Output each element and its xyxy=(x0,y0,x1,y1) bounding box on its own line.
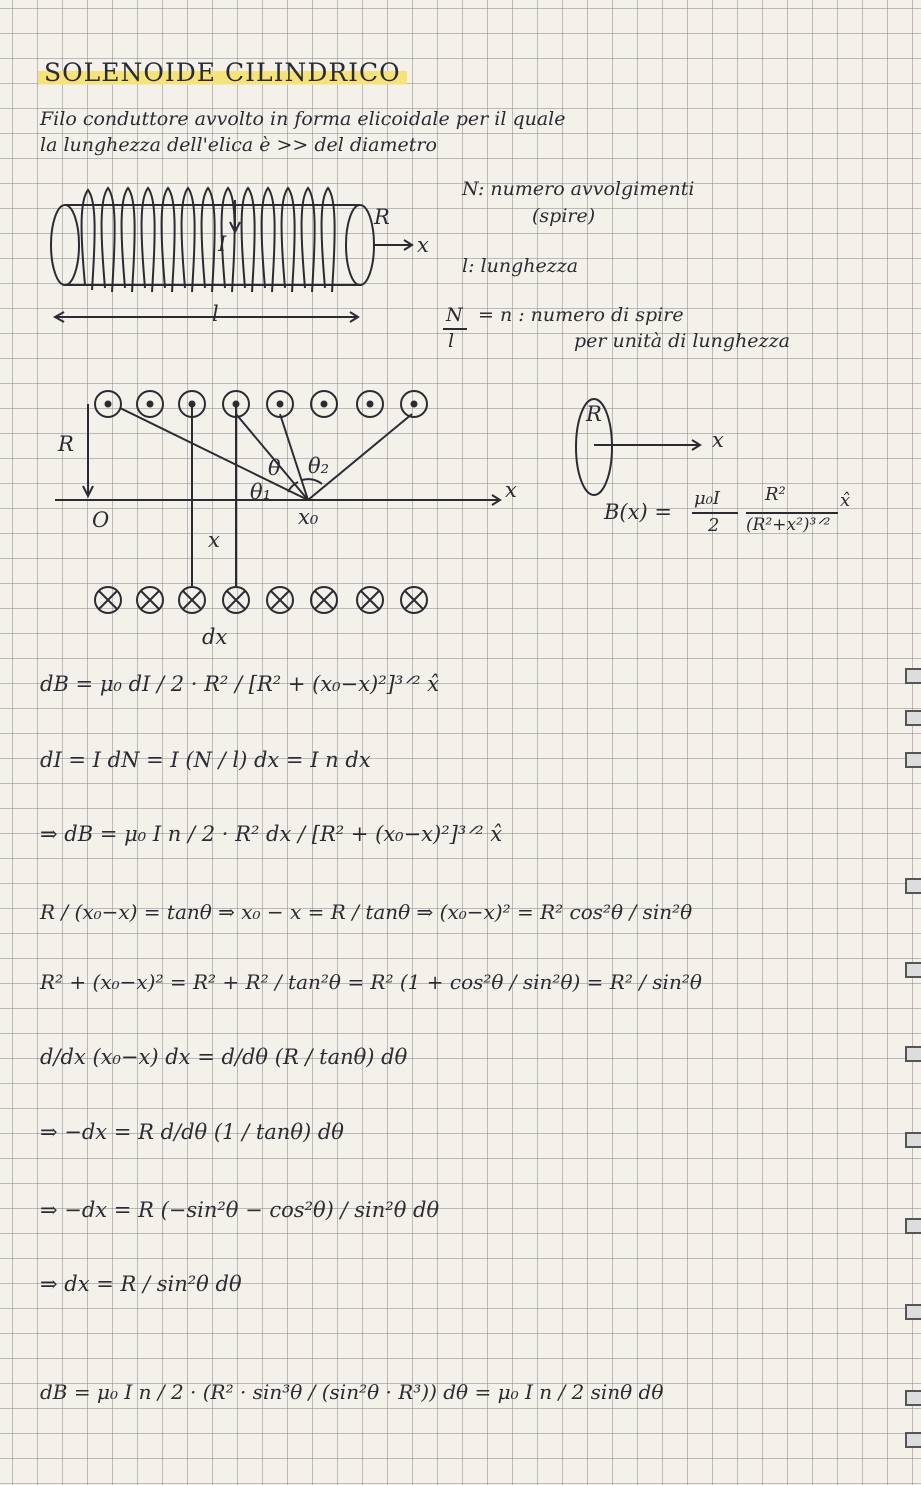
axis-label: x xyxy=(417,233,429,257)
binder-hole xyxy=(905,1390,921,1406)
cs-axis-label: x xyxy=(505,478,517,502)
page-title: SOLENOIDE CILINDRICO xyxy=(38,58,407,87)
binder-hole xyxy=(905,962,921,978)
cs-radius-label: R xyxy=(58,432,74,456)
binder-hole xyxy=(905,752,921,768)
equation-4: R / (x₀−x) = tanθ ⇒ x₀ − x = R / tanθ ⇒ (x₀−x)² = R² cos²θ / sin²θ xyxy=(40,900,693,924)
binder-hole xyxy=(905,1046,921,1062)
binder-hole xyxy=(905,710,921,726)
cs-x-label: x xyxy=(208,528,220,552)
equation-9: ⇒ dx = R / sin²θ dθ xyxy=(40,1272,242,1296)
cross-section-diagram xyxy=(40,380,540,640)
intro-line-1: Filo conduttore avvolto in forma elicoidale per il quale xyxy=(40,108,566,130)
loop-formula-left: B(x) = xyxy=(604,500,672,524)
binder-hole xyxy=(905,1304,921,1320)
equation-1: dB = μ₀ dI / 2 · R² / [R² + (x₀−x)²]³ᐟ² x̂ xyxy=(40,672,440,696)
binder-hole xyxy=(905,668,921,684)
def-n-rel-2: per unità di lunghezza xyxy=(574,330,790,352)
def-N: N: numero avvolgimenti xyxy=(462,178,695,200)
cs-theta-label: θ xyxy=(268,456,281,480)
loop-formula-num2: R² xyxy=(765,484,786,505)
loop-formula-den1: 2 xyxy=(708,515,720,536)
equation-7: ⇒ −dx = R d/dθ (1 / tanθ) dθ xyxy=(40,1120,344,1144)
loop-radius-label: R xyxy=(586,402,602,426)
cs-dx-label: dx xyxy=(202,625,228,649)
equation-6: d/dx (x₀−x) dx = d/dθ (R / tanθ) dθ xyxy=(40,1045,408,1069)
equation-3: ⇒ dB = μ₀ I n / 2 · R² dx / [R² + (x₀−x)²]³ᐟ² x̂ xyxy=(40,822,503,846)
cs-theta2-label: θ₂ xyxy=(308,454,330,478)
cs-theta1-label: θ₁ xyxy=(250,480,272,504)
loop-formula-den2: (R²+x²)³ᐟ² xyxy=(746,515,831,535)
fraction-bar xyxy=(443,328,467,330)
length-label: l xyxy=(212,302,219,326)
binder-hole xyxy=(905,1218,921,1234)
loop-fraction-bar-2 xyxy=(746,512,838,514)
def-n-num: N xyxy=(446,304,463,326)
binder-hole xyxy=(905,878,921,894)
def-n-rel: = n : numero di spire xyxy=(478,304,684,326)
def-N-sub: (spire) xyxy=(532,205,596,227)
equation-2: dI = I dN = I (N / l) dx = I n dx xyxy=(40,748,371,772)
def-n-den: l xyxy=(448,330,455,352)
intro-line-2: la lunghezza dell'elica è >> del diametro xyxy=(40,134,437,156)
solenoid-diagram xyxy=(40,170,440,340)
binder-hole xyxy=(905,1132,921,1148)
equation-8: ⇒ −dx = R (−sin²θ − cos²θ) / sin²θ dθ xyxy=(40,1198,440,1222)
equation-10: dB = μ₀ I n / 2 · (R² · sin³θ / (sin²θ · R³)) dθ = μ₀ I n / 2 sinθ dθ xyxy=(40,1380,664,1404)
cs-origin-label: O xyxy=(92,508,110,532)
cs-x0-label: x₀ xyxy=(298,505,319,529)
current-label: I xyxy=(218,232,227,256)
binder-hole xyxy=(905,1432,921,1448)
def-l: l: lunghezza xyxy=(462,255,579,277)
loop-formula-unit: x̂ xyxy=(840,490,851,511)
loop-axis-label: x xyxy=(712,428,724,452)
equation-5: R² + (x₀−x)² = R² + R² / tan²θ = R² (1 + cos²θ / sin²θ) = R² / sin²θ xyxy=(40,970,702,994)
loop-fraction-bar-1 xyxy=(692,512,738,514)
loop-formula-num1: μ₀I xyxy=(694,488,721,509)
radius-label: R xyxy=(374,205,390,229)
